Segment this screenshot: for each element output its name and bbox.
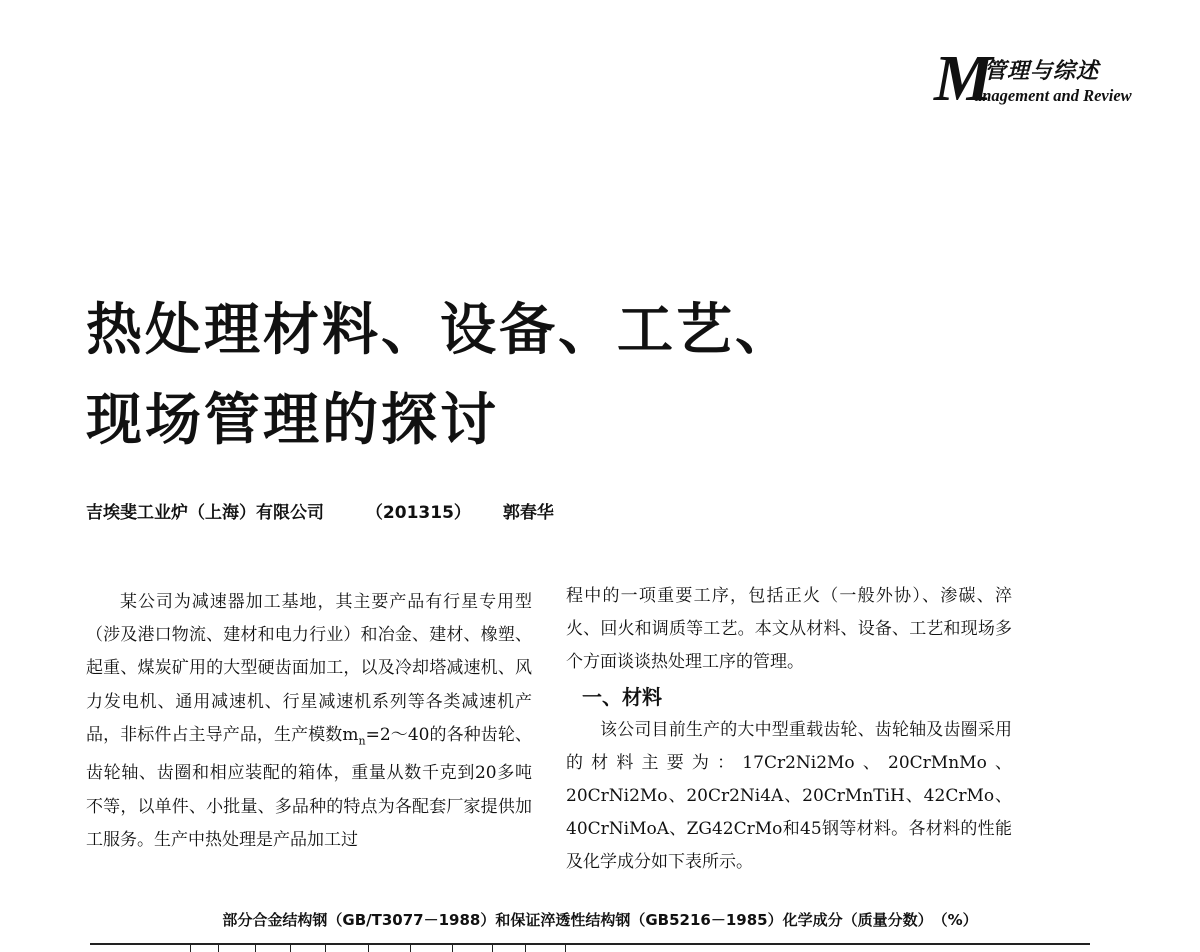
table-column-divider [218, 943, 219, 952]
table-column-divider [368, 943, 369, 952]
table-column-divider [492, 943, 493, 952]
body-paragraph [86, 586, 532, 857]
body-paragraph-continued: 程中的一项重要工序，包括正火（一般外协）、渗碳、淬火、回火和调质等工艺。本文从材料、设备、工艺和现场多个方面谈谈热处理工序的管理。 [566, 586, 1012, 673]
logo-english-title: anagement and Review [974, 86, 1132, 105]
paragraph-text-cont: =2～40的各种齿轮、齿轮轴、齿圈和相应装配的箱体，重量从数千克到20多吨不等，以单件、小批量、多品种的特点为各配套厂家提供加工服务。生产中热处理是产品加工过 [86, 724, 532, 850]
table-column-divider [452, 943, 453, 952]
body-column-right [566, 580, 1012, 880]
byline-postcode: （201315） [365, 503, 471, 523]
journal-section-logo [934, 42, 1164, 115]
table-column-divider [410, 943, 411, 952]
table-caption: 部分合金结构钢（GB/T3077－1988）和保证淬透性结构钢（GB5216－1985）化学成分（质量分数） （%） [222, 911, 978, 929]
table-column-divider [255, 943, 256, 952]
subscript: n [358, 734, 366, 748]
paragraph-text: 某公司为减速器加工基地，其主要产品有行星专用型（涉及港口物流、建材和电力行业）和冶金、建材、橡塑、起重、煤炭矿用的大型硬齿面加工，以及冷却塔减速机、风力发电机、通用减速机、行星减速机系列等各类减速机产品，非标件占主导产品，生产模数m [86, 592, 532, 745]
table-column-divider [525, 943, 526, 952]
section-heading: 一、材料 [582, 684, 662, 709]
table-column-divider [325, 943, 326, 952]
title-line-1: 热处理材料、设备、工艺、 [86, 297, 794, 363]
table-column-divider [290, 943, 291, 952]
table-top-rule [90, 943, 1090, 945]
table-column-divider [565, 943, 566, 952]
title-line-2: 现场管理的探讨 [86, 387, 499, 453]
logo-chinese-title: 管理与综述 [984, 58, 1100, 84]
byline [86, 498, 554, 523]
byline-company: 吉埃斐工业炉（上海）有限公司 [86, 503, 324, 523]
table-column-divider [190, 943, 191, 952]
body-column-left [86, 586, 532, 857]
body-paragraph: 该公司目前生产的大中型重载齿轮、齿轮轴及齿圈采用的材料主要为：17Cr2Ni2Mo、20CrMnMo、20CrNi2Mo、20Cr2Ni4A、20CrMnTiH、42CrMo、40CrNiMoA、ZG42CrMo和45钢等材料。各材料的性能及化学成分如下表所示。 [566, 719, 1012, 873]
article-title [86, 285, 846, 465]
byline-author: 郭春华 [502, 503, 554, 523]
logo-initial: M [934, 42, 993, 115]
